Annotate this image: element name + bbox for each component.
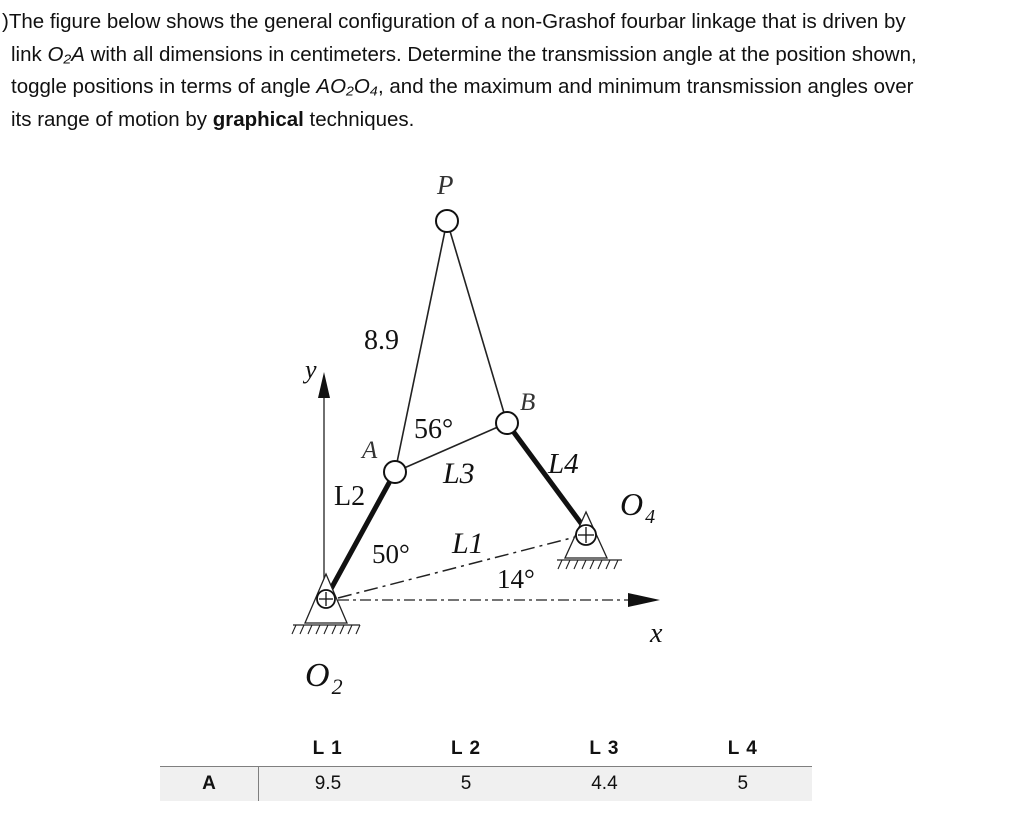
- pin-p: [436, 210, 458, 232]
- table-header-cell: L 1: [312, 738, 343, 759]
- table-header-cell: [160, 732, 259, 767]
- label-l3: L3: [443, 457, 475, 490]
- label-y: y: [305, 355, 317, 384]
- pin-b: [496, 412, 518, 434]
- problem-line-2: link O₂A with all dimensions in centimeters. Determine the transmission angle at the position shown,: [11, 42, 917, 66]
- linkage-diagram: [0, 150, 1024, 710]
- table-header-cell: L 2: [451, 738, 482, 759]
- x-axis-arrow: [628, 593, 660, 607]
- label-56-deg: 56°: [414, 414, 454, 445]
- label-l1: L1: [452, 527, 484, 560]
- table-header-cell: L 4: [727, 738, 758, 759]
- label-14-deg: 14°: [497, 564, 535, 594]
- label-a: A: [362, 437, 378, 464]
- coupler-edge-p-b: [447, 221, 507, 423]
- label-l4: L4: [548, 448, 579, 480]
- table-row-label: A: [160, 767, 259, 802]
- label-o4: O $_4$: [620, 486, 656, 528]
- table-header-cell: L 3: [589, 738, 620, 759]
- problem-statement: [2, 6, 1012, 136]
- table-cell: 4.4: [535, 767, 673, 802]
- problem-line-4: its range of motion by graphical techniques.: [11, 107, 415, 131]
- table-cell: 5: [397, 767, 535, 802]
- pin-a: [384, 461, 406, 483]
- label-8-9: 8.9: [364, 325, 399, 356]
- label-p: P: [437, 170, 454, 200]
- link-o2a-var: O₂A: [47, 42, 85, 66]
- table-cell: 5: [674, 767, 812, 802]
- y-axis-arrow: [318, 372, 330, 398]
- label-b: B: [520, 389, 536, 416]
- angle-ao2o4-var: AO₂O₄: [316, 75, 379, 98]
- table-row: [160, 767, 812, 802]
- label-l2: L2: [334, 481, 366, 512]
- table-header-row: [160, 732, 812, 767]
- ground-support-o4: [557, 512, 622, 569]
- ground-support-o2: [292, 574, 360, 634]
- label-50-deg: 50°: [372, 539, 410, 569]
- dimension-table: [160, 732, 812, 801]
- problem-line-3: toggle positions in terms of angle AO₂O₄, and the maximum and minimum transmission angles over: [11, 75, 914, 98]
- label-x: x: [650, 618, 663, 649]
- label-o2: $O_2$: [305, 657, 343, 699]
- graphical-emphasis: graphical: [212, 107, 304, 131]
- table-cell: 9.5: [259, 767, 397, 802]
- problem-line-1: )The figure below shows the general configuration of a non-Grashof fourbar linkage that is driven by: [2, 10, 906, 33]
